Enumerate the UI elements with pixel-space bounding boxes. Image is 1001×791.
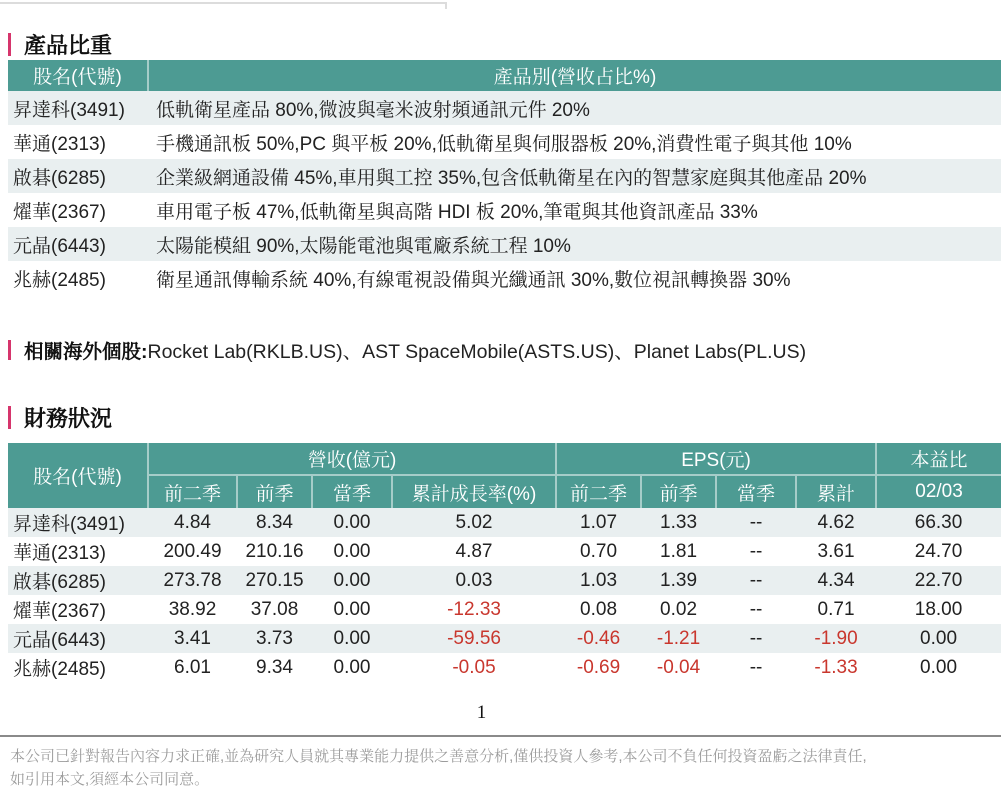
table-row [8, 508, 1001, 537]
value-cell: 1.07 [580, 511, 618, 533]
product-section-title-text: 產品比重 [24, 33, 113, 58]
value-cell: 18.00 [914, 598, 963, 620]
stock-name-cell: 啟碁(6285) [13, 167, 106, 189]
financial-header-stock: 股名(代號) [8, 443, 148, 508]
table-row [8, 595, 1001, 624]
value-cell: 0.03 [455, 569, 493, 591]
sub-header: 累計 [796, 475, 876, 508]
disclaimer [10, 745, 998, 791]
financial-header-pe-group: 本益比 [876, 443, 1001, 475]
value-cell: -- [749, 569, 763, 591]
value-cell: -1.33 [814, 656, 858, 678]
financial-header-group-row [8, 443, 1001, 475]
stock-name-cell: 昇達科(3491) [13, 99, 125, 121]
product-desc-cell: 衛星通訊傳輸系統 40%,有線電視設備與光纖通訊 30%,數位視訊轉換器 30% [156, 269, 791, 291]
stock-name-cell: 元晶(6443) [13, 235, 106, 257]
value-cell: 1.33 [660, 511, 698, 533]
overseas-stocks-line [8, 336, 806, 364]
value-cell: 3.61 [817, 540, 855, 562]
page-number: 1 [476, 702, 487, 723]
table-row [8, 537, 1001, 566]
sub-header: 當季 [312, 475, 392, 508]
rule-tick [445, 2, 447, 9]
table-row [8, 227, 1001, 261]
value-cell: 4.87 [455, 540, 493, 562]
value-cell: -59.56 [447, 627, 501, 649]
value-cell: 38.92 [168, 598, 217, 620]
value-cell: 0.00 [333, 511, 371, 533]
stock-name-cell: 華通(2313) [13, 543, 106, 564]
value-cell: -0.46 [576, 627, 621, 649]
value-cell: 0.02 [660, 598, 698, 620]
product-desc-cell: 企業級網通設備 45%,車用與工控 35%,包含低軌衛星在內的智慧家庭與其他產品 20% [156, 167, 867, 189]
financial-header-sub-row [8, 475, 1001, 508]
product-table-header-row [8, 60, 1001, 91]
stock-name-cell: 燿華(2367) [13, 601, 106, 622]
table-row [8, 261, 1001, 295]
value-cell: -- [749, 656, 763, 678]
product-desc-cell: 太陽能模組 90%,太陽能電池與電廠系統工程 10% [156, 235, 571, 257]
table-row [8, 91, 1001, 125]
product-desc-cell: 車用電子板 47%,低軌衛星與高階 HDI 板 20%,筆電與其他資訊產品 33% [156, 201, 758, 223]
value-cell: -- [749, 598, 763, 620]
value-cell: 0.00 [333, 656, 371, 678]
value-cell: 4.34 [817, 569, 855, 591]
value-cell: 0.00 [333, 540, 371, 562]
value-cell: -1.21 [656, 627, 701, 649]
stock-name-cell: 昇達科(3491) [13, 514, 125, 535]
sub-header: 前季 [237, 475, 312, 508]
value-cell: 6.01 [174, 656, 211, 678]
value-cell: -0.05 [452, 656, 496, 678]
product-header-stock: 股名(代號) [8, 60, 148, 91]
disclaimer-line-1: 本公司已針對報告內容力求正確,並為研究人員就其專業能力提供之善意分析,僅供投資人參考,本公司不負任何投資盈虧之法律責任, [10, 748, 867, 765]
value-cell: 0.00 [333, 627, 371, 649]
stock-name-cell: 元晶(6443) [13, 630, 106, 651]
value-cell: 5.02 [455, 511, 493, 533]
value-cell: -- [749, 511, 763, 533]
sub-header: 前二季 [148, 475, 237, 508]
table-row [8, 159, 1001, 193]
financial-section-title-text: 財務狀況 [24, 406, 113, 431]
value-cell: 0.00 [333, 598, 371, 620]
value-cell: -- [749, 627, 763, 649]
section-accent-bar [8, 340, 11, 360]
top-divider-rule [0, 2, 447, 4]
value-cell: 22.70 [914, 569, 963, 591]
stock-name-cell: 華通(2313) [13, 133, 106, 155]
sub-header: 前二季 [556, 475, 641, 508]
section-accent-bar [8, 406, 11, 429]
sub-header: 當季 [716, 475, 796, 508]
table-row [8, 566, 1001, 595]
value-cell: 4.62 [817, 511, 855, 533]
overseas-label: 相關海外個股: [24, 341, 148, 363]
table-row [8, 125, 1001, 159]
product-desc-cell: 手機通訊板 50%,PC 與平板 20%,低軌衛星與伺服器板 20%,消費性電子與其他 10% [156, 133, 852, 155]
value-cell: 0.08 [580, 598, 618, 620]
value-cell: 200.49 [163, 540, 222, 562]
financial-section-title [8, 402, 112, 433]
stock-name-cell: 兆赫(2485) [13, 269, 106, 291]
value-cell: 210.16 [245, 540, 304, 562]
value-cell: 0.00 [920, 627, 958, 649]
value-cell: -1.90 [814, 627, 858, 649]
value-cell: 0.70 [580, 540, 618, 562]
value-cell: -12.33 [447, 598, 501, 620]
value-cell: -0.69 [576, 656, 621, 678]
value-cell: 37.08 [250, 598, 299, 620]
financial-header-revenue-group: 營收(億元) [148, 443, 556, 475]
product-table [8, 60, 1001, 295]
value-cell: -0.04 [656, 656, 701, 678]
value-cell: -- [749, 540, 763, 562]
product-header-category: 產品別(營收占比%) [148, 60, 1001, 91]
value-cell: 1.81 [660, 540, 698, 562]
value-cell: 0.71 [817, 598, 855, 620]
sub-header: 累計成長率(%) [392, 475, 556, 508]
value-cell: 66.30 [914, 511, 963, 533]
footer-divider-rule [0, 735, 1001, 737]
financial-header-eps-group: EPS(元) [556, 443, 876, 475]
sub-header: 前季 [641, 475, 716, 508]
value-cell: 8.34 [256, 511, 293, 533]
value-cell: 9.34 [256, 656, 293, 678]
value-cell: 4.84 [174, 511, 211, 533]
disclaimer-line-2: 如引用本文,須經本公司同意。 [10, 771, 210, 788]
value-cell: 0.00 [920, 656, 958, 678]
financial-table [8, 443, 1001, 682]
product-desc-cell: 低軌衛星產品 80%,微波與毫米波射頻通訊元件 20% [156, 99, 590, 121]
value-cell: 1.03 [580, 569, 618, 591]
table-row [8, 624, 1001, 653]
section-accent-bar [8, 33, 11, 56]
product-section-title [8, 29, 112, 60]
stock-name-cell: 燿華(2367) [13, 201, 106, 223]
table-row [8, 653, 1001, 682]
value-cell: 3.73 [256, 627, 293, 649]
sub-header: 02/03 [876, 475, 1001, 508]
value-cell: 270.15 [245, 569, 304, 591]
value-cell: 3.41 [174, 627, 211, 649]
overseas-value: Rocket Lab(RKLB.US)、AST SpaceMobile(ASTS.US)、Planet Labs(PL.US) [147, 341, 807, 363]
stock-name-cell: 兆赫(2485) [13, 659, 106, 680]
stock-name-cell: 啟碁(6285) [13, 572, 106, 593]
table-row [8, 193, 1001, 227]
value-cell: 273.78 [163, 569, 222, 591]
value-cell: 1.39 [660, 569, 698, 591]
value-cell: 0.00 [333, 569, 371, 591]
value-cell: 24.70 [914, 540, 963, 562]
